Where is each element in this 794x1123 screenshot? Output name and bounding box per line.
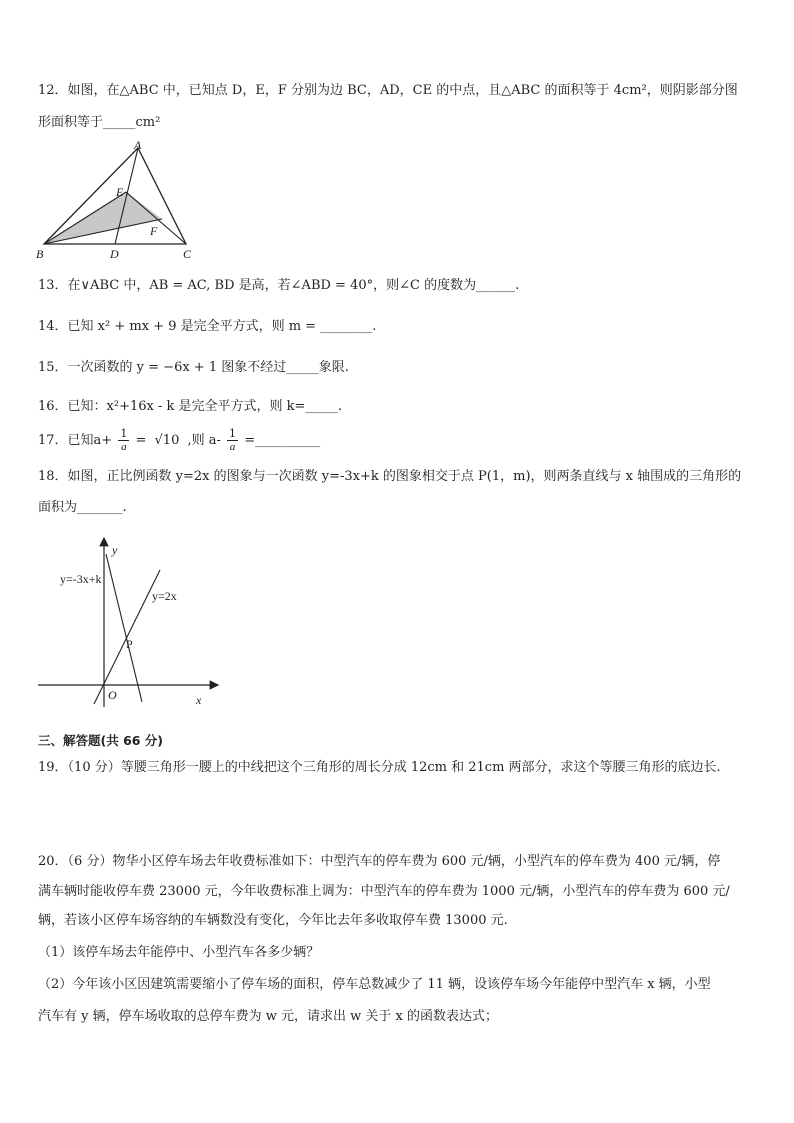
q17-sqrt: √10 — [154, 433, 180, 448]
question-12-line1: 12．如图，在△ABC 中，已知点 D，E，F 分别为边 BC，AD，CE 的中点，且△ABC 的面积等于 4cm²，则阴影部分图 — [38, 83, 738, 98]
question-20-sub1: （1）该停车场去年能停中、小型汽车各多少辆？ — [38, 945, 320, 960]
label-c: C — [183, 247, 192, 261]
question-14: 14．已知 x² + mx + 9 是完全平方式，则 m = ________. — [38, 319, 377, 334]
q17-mid: ,则 a- — [187, 433, 221, 448]
question-18-line1: 18．如图，正比例函数 y=2x 的图象与一次函数 y=-3x+k 的图象相交于点 P(1，m)，则两条直线与 x 轴围成的三角形的 — [38, 469, 742, 484]
section-3-title: 三、解答题(共 66 分) — [38, 733, 164, 748]
x-axis-label: x — [196, 693, 202, 707]
question-18-line2: 面积为_______. — [38, 500, 127, 515]
q17-suffix: =__________ — [244, 433, 321, 448]
shaded-region — [44, 192, 162, 244]
question-13: 13．在∨ABC 中，AB = AC, BD 是高，若∠ABD = 40°，则∠C 的度数为______. — [38, 278, 520, 293]
line2-label: y=2x — [152, 589, 177, 603]
question-20-line1: 20．（6 分）物华小区停车场去年收费标准如下：中型汽车的停车费为 600 元/辆，小型汽车的停车费为 400 元/辆，停 — [38, 854, 721, 869]
q17-fraction-2: $\frac{1}{a}$ — [229, 427, 237, 453]
question-17 — [38, 426, 758, 456]
label-f: F — [150, 224, 158, 238]
question-15: 15．一次函数的 y = −6x + 1 图象不经过_____象限. — [38, 360, 349, 375]
question-20-sub2-line2: 汽车有 y 辆，停车场收取的总停车费为 w 元，请求出 w 关于 x 的函数表达式； — [38, 1009, 498, 1024]
q17-fraction-1: $\frac{1}{a}$ — [120, 427, 128, 453]
question-16: 16．已知：x²+16x - k 是完全平方式，则 k=_____. — [38, 399, 343, 414]
question-19: 19．（10 分）等腰三角形一腰上的中线把这个三角形的周长分成 12cm 和 21cm 两部分，求这个等腰三角形的底边长. — [38, 760, 721, 775]
triangle-abc — [44, 148, 186, 244]
label-d: D — [110, 247, 119, 261]
label-e: E — [116, 185, 124, 199]
question-20-line2: 满车辆时能收停车费 23000 元，今年收费标准上调为：中型汽车的停车费为 1000 元/辆，小型汽车的停车费为 600 元/ — [38, 884, 730, 899]
q17-equals: = — [135, 433, 147, 448]
question-20-sub2-line1: （2）今年该小区因建筑需要缩小了停车场的面积，停车总数减少了 11 辆，设该停车场今年能停中型汽车 x 辆，小型 — [38, 977, 711, 992]
question-20-line3: 辆，若该小区停车场容纳的车辆数没有变化，今年比去年多收取停车费 13000 元. — [38, 913, 508, 928]
q17-prefix: 17．已知a+ — [38, 433, 113, 448]
origin-label: O — [108, 688, 117, 702]
label-a: A — [134, 138, 142, 152]
line-y-neg3x-k — [106, 554, 142, 702]
label-b: B — [36, 247, 44, 261]
triangle-figure — [36, 138, 206, 263]
point-p-label: P — [126, 637, 133, 651]
y-axis-label: y — [112, 543, 118, 557]
question-12-line2: 形面积等于_____cm² — [38, 115, 161, 130]
line1-label: y=-3x+k — [60, 572, 102, 586]
function-graph — [36, 532, 226, 712]
